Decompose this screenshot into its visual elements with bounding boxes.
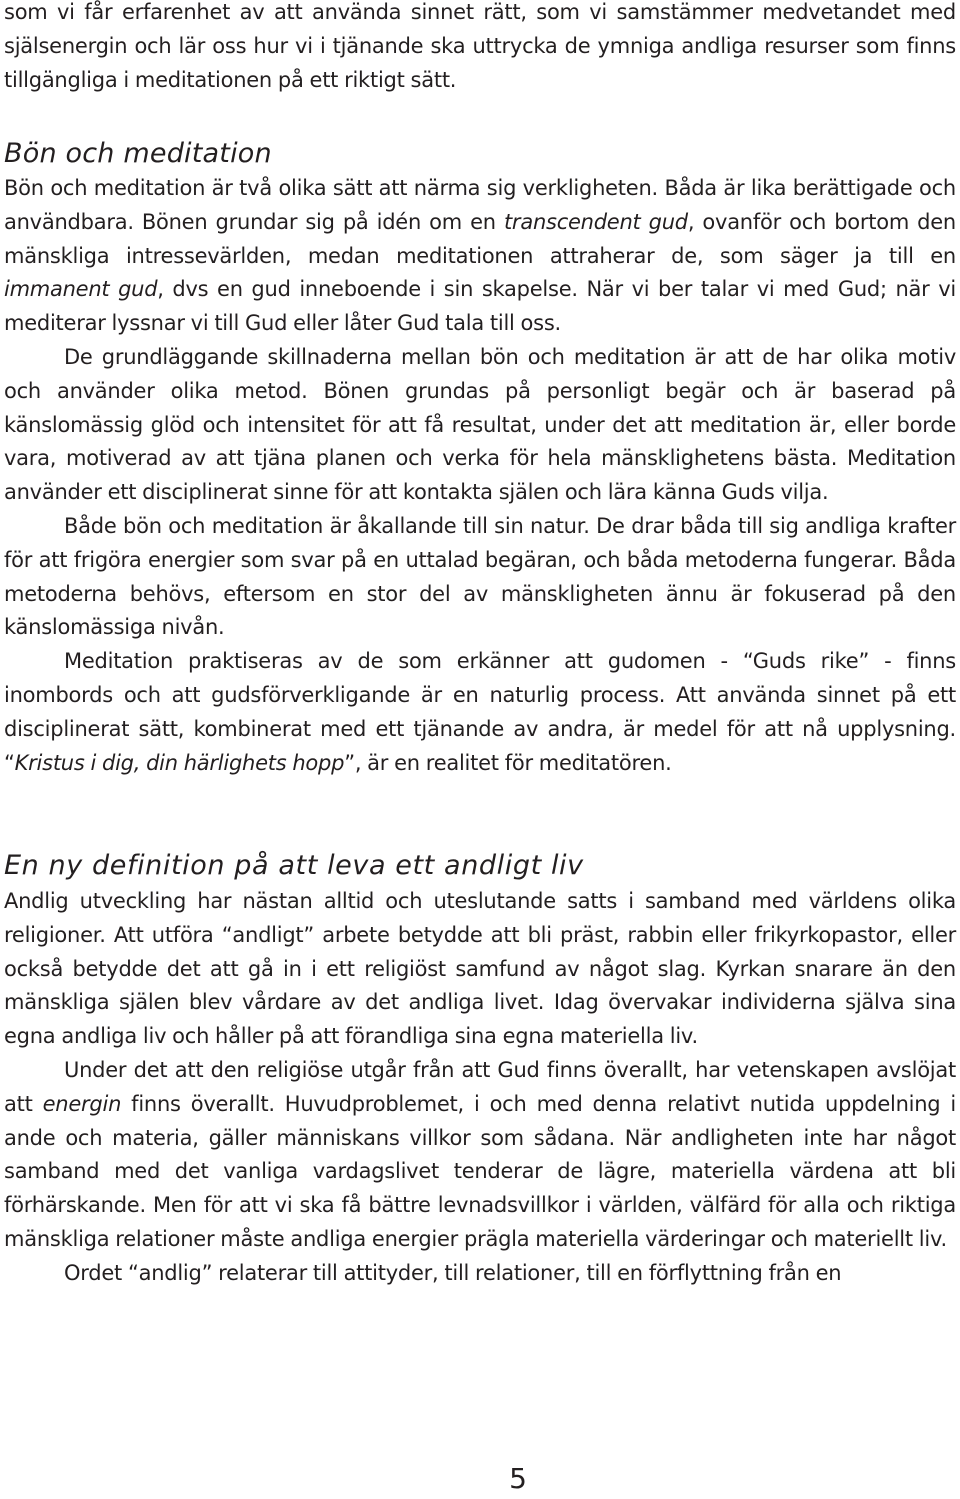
italic-term: transcendent gud (503, 209, 688, 234)
text-run: ”, är en realitet för meditatören. (344, 750, 672, 775)
text-run: finns överallt. Huvudproblemet, i och med denna relativt nutida uppdelning i ande och materia, gäller människans villkor som sådana. När andligheten inte har något samband med det vanliga vardagslivet tenderar de lägre, materiella värdena att bli förhärskande. Men för att vi ska få bättre levnadsvillkor i världen, välfärd för alla och riktiga mänskliga relationer måste andliga energier prägla materiella värderingar och materiellt liv. (4, 1091, 956, 1251)
section-bon-och-meditation (4, 172, 956, 780)
paragraph: De grundläggande skillnaderna mellan bön och meditation är att de har olika motiv och använder olika metod. Bönen grundas på personligt begär och är baserad på känslomässig glöd och intensitet för att få resultat, under det att meditation är, eller borde vara, motiverad av att tjäna planen och verka för hela mänsklighetens bästa. Meditation använder ett disciplinerat sinne för att kontakta själen och lära känna Guds vilja. (4, 344, 956, 505)
text-run: Meditation praktiseras av de som erkänner att gudomen - “Guds rike” - finns inombords och att gudsförverkligande är en naturlig process. Att använda sinnet på ett disciplinerat sätt, kombinerat med ett tjänande av andra, är medel för att nå upplysning. “ (4, 649, 956, 775)
paragraph: Både bön och meditation är åkallande till sin natur. De drar båda till sig andliga krafter för att frigöra energier som svar på en uttalad begäran, och båda metoderna fungerar. Båda metoderna behövs, eftersom en stor del av mänskligheten ännu är fokuserad på den känslomässiga nivån. (4, 513, 956, 640)
text-run: Bön och meditation är två olika sätt att närma sig verkligheten. Båda är lika berättigade och användbara. Bönen grundar sig på idén om en (4, 176, 956, 234)
intro-paragraph: som vi får erfarenhet av att använda sinnet rätt, som vi samstämmer medvetandet med själsenergin och lär oss hur vi i tjänande ska uttrycka de ymniga andliga resurser som finns tillgängliga i meditationen på ett riktigt sätt. (4, 0, 956, 92)
text-run: Under det att den religiöse utgår från att Gud finns överallt, har vetenskapen avslöjat att (4, 1057, 956, 1116)
page-number: 5 (509, 1462, 527, 1495)
italic-term: energin (42, 1091, 122, 1116)
italic-term: immanent gud (4, 277, 158, 302)
italic-quote: Kristus i dig, din härlighets hopp (14, 750, 345, 775)
section-heading-bon-och-meditation: Bön och meditation (4, 138, 272, 169)
text-run: , dvs en gud inneboende i sin skapelse. När vi ber talar vi med Gud; när vi mediterar lyssnar vi till Gud eller låter Gud tala till oss. (4, 277, 956, 336)
section-heading-ny-definition: En ny definition på att leva ett andligt liv (4, 850, 584, 881)
paragraph (4, 645, 956, 780)
section-ny-definition (4, 885, 956, 1291)
text-run: , ovanför och bortom den mänskliga intressevärlden, medan meditationen attraherar de, som säger ja till en (4, 209, 956, 268)
paragraph: Ordet “andlig” relaterar till attityder, till relationer, till en förflyttning från en (64, 1260, 842, 1285)
paragraph: Andlig utveckling har nästan alltid och uteslutande satts i samband med världens olika religioner. Att utföra “andligt” arbete betydde att bli präst, rabbin eller frikyrkopastor, eller också betydde det att gå in i ett religiöst samfund av något slag. Kyrkan snarare än den mänskliga själen blev vårdare av det andliga livet. Idag övervakar individerna själva sina egna andliga liv och håller på att förandliga sina egna materiella liv. (4, 889, 956, 1049)
paragraph (4, 172, 956, 341)
paragraph (4, 1054, 956, 1257)
